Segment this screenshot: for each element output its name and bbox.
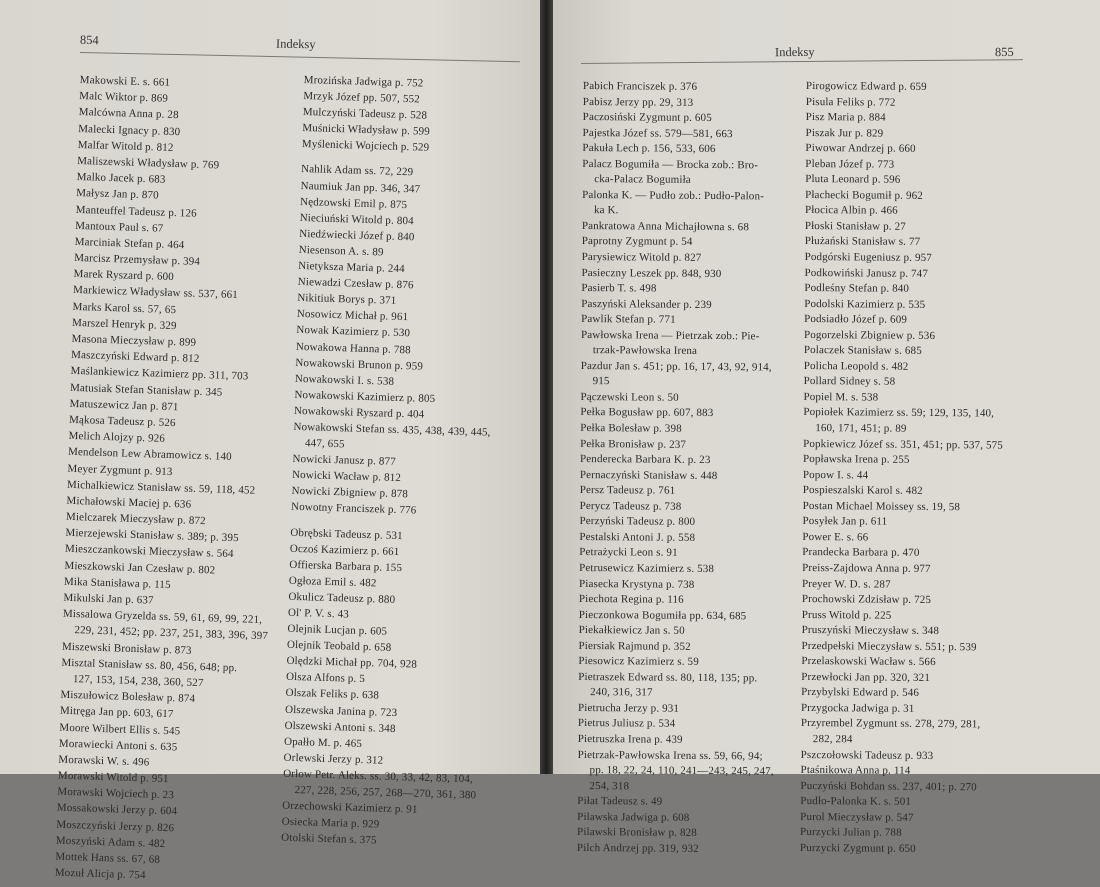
index-entry: Piwowar Andrzej p. 660 [805,142,916,156]
index-entry: Piersiak Rajmund p. 352 [578,639,691,653]
index-entry: Nowak Kazimierz p. 530 [296,324,411,340]
index-entry: Offierska Barbara p. 155 [289,558,403,574]
index-entry: Mulczyński Tadeusz p. 528 [302,106,428,122]
index-entry: Postan Michael Moissey ss. 19, 58 [802,499,961,513]
index-entry: Mrozińska Jadwiga p. 752 [303,73,424,90]
index-entry: Niewadzi Czesław p. 876 [297,276,414,292]
index-entry: Nowakowski Kazimierz p. 805 [294,388,436,405]
index-entry: Okulicz Tadeusz p. 880 [288,590,396,606]
index-entry: Prochowski Zdzisław p. 725 [801,593,932,607]
index-column-left-1 [55,72,286,887]
index-entry: Moszczyński Jerzy p. 826 [56,818,175,834]
index-entry: Morawski Wojciech p. 23 [57,785,175,802]
index-entry: Pabich Franciszek p. 376 [582,79,698,93]
index-entry: Pospieszalski Karol s. 482 [802,484,923,498]
index-entry: Niedźwiecki Józef p. 840 [299,227,415,244]
index-entry: Pisz Maria p. 884 [805,111,886,124]
index-entry: Nietyksza Maria p. 244 [298,259,405,276]
index-entry: Pietraszek Edward ss. 80, 118, 135; pp. [578,670,758,685]
index-entry: Nowakowski Brunon p. 959 [295,356,424,373]
index-entry: 227, 228, 256, 257, 268—270, 361, 380 [294,784,477,802]
index-entry: Meyer Zygmunt p. 913 [67,462,173,478]
index-entry: Pluta Leonard p. 596 [805,173,901,187]
index-entry: Power E. s. 66 [802,530,869,544]
index-entry: Ptaśnikowa Anna p. 114 [800,764,911,777]
index-entry: 447, 655 [304,437,345,451]
index-entry: Penderecka Barbara K. p. 23 [579,453,711,467]
index-entry: Płocica Albin p. 466 [804,204,898,218]
index-column-right-1 [577,79,779,858]
index-entry: Płoski Stanisław p. 27 [804,219,906,233]
index-entry: Olejnik Teobald p. 658 [286,638,392,655]
index-entry: Nowakowa Hanna p. 788 [295,340,411,356]
index-entry: Pakuła Lech p. 156, 533, 606 [582,142,716,156]
index-entry: Pisula Feliks p. 772 [805,95,896,109]
index-entry: Nowotny Franciszek p. 776 [290,501,417,517]
index-entry: Pestalski Antoni J. p. 558 [579,530,696,544]
index-entry: Prandecka Barbara p. 470 [802,546,920,560]
index-entry: Perycz Tadeusz p. 738 [579,499,682,513]
index-entry: Mąkosa Tadeusz p. 526 [68,413,176,430]
index-entry: Petrażycki Leon s. 91 [579,546,678,560]
index-entry: Michałowski Maciej p. 636 [66,494,192,511]
index-entry: Pawłowska Irena — Pietrzak zob.: Pie- [580,328,760,343]
index-entry: Przewłocki Jan pp. 320, 321 [801,670,931,684]
right-page [553,0,1100,855]
index-entry: Pasieczny Leszek pp. 848, 930 [581,266,722,280]
index-entry: Płużański Stanisław s. 77 [804,235,921,249]
index-entry: Nowicki Wacław p. 812 [291,469,402,485]
index-entry: Pajestka Józef ss. 579—581, 663 [582,126,733,140]
index-entry: Paprotny Zygmunt p. 54 [581,235,693,249]
header-rule [80,52,520,62]
page-number: 854 [79,32,99,48]
index-entry: Pleban Józef p. 773 [805,157,895,171]
index-entry: Polaczek Stanisław s. 685 [803,344,922,358]
index-entry: Olszewski Antoni s. 348 [284,719,396,735]
index-entry: Preyer W. D. s. 287 [801,577,891,591]
index-entry: Obrębski Tadeusz p. 531 [290,526,403,542]
index-entry: Nowicki Janusz p. 877 [292,452,397,469]
index-entry: Malko Jacek p. 683 [76,171,166,186]
index-entry: Melich Alojzy p. 926 [68,429,166,445]
index-entry: Pasierb T. s. 498 [581,282,657,295]
index-entry: Makowski E. s. 661 [79,73,171,89]
index-entry: 160, 171, 451; p. 89 [815,422,907,435]
index-entry: Mierzejewski Stanisław s. 389; p. 395 [65,527,239,545]
index-entry: Nędzowski Emil p. 875 [299,195,408,211]
running-head: Indeksy [275,36,316,52]
index-entry: Mieszkowski Jan Czesław p. 802 [64,559,216,577]
index-entry: Purzycki Zygmunt p. 650 [799,841,916,855]
index-entry: Podkowiński Janusz p. 747 [804,266,929,280]
index-entry: Nahlik Adam ss. 72, 229 [300,163,414,179]
index-entry: Mieszczankowski Mieczysław s. 564 [64,543,234,561]
index-entry: Muśnicki Władysław p. 599 [302,122,431,139]
index-entry: Purzycki Julian p. 788 [800,826,902,840]
index-entry: Maszczyński Edward p. 812 [70,349,200,366]
index-entry: Pollard Sidney s. 58 [803,375,896,389]
index-entry: Marks Karol ss. 57, 65 [72,300,177,316]
index-entry: 240, 316, 317 [590,686,653,699]
index-entry: Pankratowa Anna Michajłowna s. 68 [581,219,750,234]
index-entry: Pełka Bolesław p. 398 [580,422,682,435]
index-entry: Oczoś Kazimierz p. 661 [289,542,400,558]
index-entry: Osiecka Maria p. 929 [281,815,380,831]
index-entry: Podsiadło Józef p. 609 [804,313,908,327]
index-entry: Misztal Stanisław ss. 80, 456, 648; pp. [61,656,238,674]
index-entry: Ol' P. V. s. 43 [287,606,350,621]
index-entry: Nosowicz Michał p. 961 [296,308,409,324]
index-entry: Malfar Witold p. 812 [77,138,174,154]
index-entry: Petrusewicz Kazimierz s. 538 [579,561,715,575]
index-entry: Ogłoza Emil s. 482 [288,574,377,590]
index-entry: Michalkiewicz Stanisław ss. 59, 118, 452 [66,478,256,497]
index-entry: Orzechowski Kazimierz p. 91 [282,799,418,816]
index-entry: Nowakowski I. s. 538 [294,372,395,388]
index-entry: Masona Mieczysław p. 899 [71,332,197,349]
index-entry: Piasecka Krystyna p. 738 [578,577,695,591]
index-entry: Naumiuk Jan pp. 346, 347 [300,179,421,196]
index-entry: Pieczonkowa Bogumiła pp. 634, 685 [578,608,747,622]
index-entry: Nowakowski Stefan ss. 435, 438, 439, 445, [293,420,491,439]
page-number: 855 [994,44,1014,60]
index-entry: Podgórski Eugeniusz p. 957 [804,251,932,265]
index-entry: Miszułowicz Bolesław p. 874 [60,688,196,706]
index-entry: Malcówna Anna p. 28 [78,106,179,122]
index-entry: Morawski W. s. 496 [58,753,150,769]
index-entry: Markiewicz Władysław ss. 537, 661 [72,284,239,302]
index-entry: Otolski Stefan s. 375 [281,831,377,847]
index-entry: Nikitiuk Borys p. 371 [297,292,397,308]
index-entry: Paszyński Aleksander p. 239 [581,297,712,311]
index-entry: Pirogowicz Edward p. 659 [805,79,927,93]
index-entry: Pazdur Jan s. 451; pp. 16, 17, 43, 92, 914, [580,359,772,374]
index-entry: Pełka Bronisław p. 237 [580,437,687,451]
index-entry: Marek Ryszard p. 600 [73,268,175,284]
index-entry: Piechota Regina p. 116 [578,593,684,606]
index-entry: Marcisz Przemysław p. 394 [73,251,201,268]
index-entry: Pilawski Bronisław p. 828 [577,826,698,840]
index-entry: Mozuł Alicja p. 754 [54,866,146,882]
index-entry: Nieciuński Witold p. 804 [299,211,414,228]
index-entry: Pietrus Juliusz p. 534 [577,717,676,731]
index-entry: Piszak Jur p. 829 [805,126,884,140]
index-entry: Perzyński Tadeusz p. 800 [579,515,696,529]
index-entry: 915 [592,375,610,388]
index-entry: Mrzyk Józef pp. 507, 552 [303,90,421,106]
index-entry: Pruss Witold p. 225 [801,608,892,622]
book-gutter [540,0,553,774]
index-entry: 229, 231, 452; pp. 237, 251, 383, 396, 397 [74,624,269,643]
index-entry: Pilch Andrzej pp. 319, 932 [576,841,699,855]
index-entry: Persz Tadeusz p. 761 [579,484,676,497]
index-entry: Przedpełski Mieczysław s. 551; p. 539 [801,639,977,654]
index-entry: Podleśny Stefan p. 840 [804,282,910,295]
index-entry: Parysiewicz Witold p. 827 [581,251,702,264]
index-entry: Popiołek Kazimierz ss. 59; 129, 135, 140, [803,406,995,420]
index-entry: 282, 284 [812,733,853,746]
index-entry: Pączewski Leon s. 50 [580,390,679,404]
index-entry: Mikulski Jan p. 637 [63,591,154,607]
index-entry: Olszak Feliks p. 638 [285,687,380,702]
index-entry: Nowakowski Ryszard p. 404 [293,404,425,421]
index-entry: Mossakowski Jerzy p. 604 [56,802,178,818]
index-entry: Moszyński Adam s. 482 [55,834,166,850]
index-entry: Piesowicz Kazimierz s. 59 [578,655,699,669]
index-entry: Przygocka Jadwiga p. 31 [801,701,915,715]
index-entry: 254, 318 [589,779,630,792]
index-entry: Przybylski Edward p. 546 [801,686,920,700]
index-entry: Marszel Henryk p. 329 [71,316,177,332]
index-entry: Matusiak Stefan Stanisław p. 345 [69,381,223,399]
index-entry: Maliszewski Władysław p. 769 [77,154,220,172]
index-entry: Piłat Tadeusz s. 49 [577,795,663,808]
index-entry: Policha Leopold s. 482 [803,359,909,373]
index-entry: Olejnik Lucjan p. 605 [287,622,388,638]
index-entry: Mielczarek Mieczysław p. 872 [65,510,206,528]
index-entry: Morawski Witold p. 951 [57,769,169,786]
index-entry: trzak-Pawłowska Irena [592,344,698,358]
index-entry: pp. 18, 22, 24, 110, 241—243, 245, 247, [589,764,774,778]
index-entry: Olsza Alfons p. 5 [285,671,366,686]
index-entry: Pruszyński Mieczysław s. 348 [801,624,940,638]
index-entry: Miszewski Bronisław p. 873 [61,640,192,657]
index-entry: Olszewska Janina p. 723 [284,703,398,719]
index-entry: Moore Wilbert Ellis s. 545 [59,721,181,737]
index-entry: Mottek Hans ss. 67, 68 [55,850,161,866]
index-column-left-2 [281,72,501,852]
index-entry: Palacz Bogumiła — Brocka zob.: Bro- [582,157,759,172]
index-entry: Mantoux Paul s. 67 [74,219,164,235]
index-entry: Piekałkiewicz Jan s. 50 [578,624,685,637]
index-entry: Manteuffel Tadeusz p. 126 [75,203,197,220]
index-entry: Pełka Bogusław pp. 607, 883 [580,406,714,420]
running-head: Indeksy [774,44,815,60]
index-entry: Mitręga Jan pp. 603, 617 [59,705,174,721]
index-entry: Mika Stanisława p. 115 [63,575,171,591]
index-entry: Niesenson A. s. 89 [298,243,384,259]
index-entry: Pernaczyński Stanisław s. 448 [579,468,718,482]
index-entry: Palonka K. — Pudło zob.: Pudło-Palon- [582,188,764,203]
index-entry: Mendelson Lew Abramowicz s. 140 [67,446,232,464]
index-column-right-2 [800,79,1006,858]
index-entry: Marciniak Stefan p. 464 [74,235,185,252]
index-entry: Puczyński Bohdan ss. 237, 401; p. 270 [800,779,977,793]
index-entry: Purol Mieczysław p. 547 [800,810,914,824]
index-entry: Posyłek Jan p. 611 [802,515,888,528]
index-entry: Orłow Petr. Aleks. ss. 30, 33, 42, 83, 104, [282,767,474,786]
index-entry: Pietruszka Irena p. 439 [577,732,683,746]
index-entry: ka K. [593,204,619,217]
index-entry: Pogorzelski Zbigniew p. 536 [803,328,936,342]
index-entry: Morawiecki Antoni s. 635 [58,737,178,754]
index-entry: Pabisz Jerzy pp. 29, 313 [582,95,694,109]
index-entry: Przyrembel Zygmunt ss. 278, 279, 281, [800,717,981,731]
index-entry: Paczosiński Zygmunt p. 605 [582,111,712,125]
index-entry: Pszczołowski Tadeusz p. 933 [800,748,934,762]
index-entry: Maślankiewicz Kazimierz pp. 311, 703 [70,365,249,383]
index-entry: Matuszewicz Jan p. 871 [69,397,179,414]
index-entry: Pilawska Jadwiga p. 608 [577,810,690,824]
index-entry: Popow I. s. 44 [802,468,869,482]
index-entry: Małysz Jan p. 870 [76,187,159,202]
index-entry: Myślenicki Wojciech p. 529 [301,138,430,155]
index-entry: Orlewski Jerzy p. 312 [283,751,384,767]
index-entry: Podolski Kazimierz p. 535 [804,297,926,311]
index-entry: Pudło-Palonka K. s. 501 [800,795,912,809]
index-entry: Popławska Irena p. 255 [802,453,910,466]
index-entry: Nowicki Zbigniew p. 878 [291,485,409,501]
index-entry: Popiel M. s. 538 [803,390,879,404]
index-entry: Olędzki Michał pp. 704, 928 [286,655,418,671]
left-page [0,0,540,882]
index-entry: Preiss-Zajdowa Anna p. 977 [802,561,931,575]
index-entry: Przelaskowski Wacław s. 566 [801,655,936,669]
index-entry: Missalowa Gryzelda ss. 59, 61, 69, 99, 221, [62,607,263,627]
index-entry: Popkiewicz Józef ss. 351, 451; pp. 537, 575 [803,437,1004,452]
index-entry: Pietrucha Jerzy p. 931 [578,701,680,715]
index-entry: Malc Wiktor p. 869 [79,90,169,105]
index-entry: 127, 153, 154, 238, 360, 527 [72,673,204,690]
index-entry: Pietrzak-Pawłowska Irena ss. 59, 66, 94; [577,748,763,762]
index-entry: Malecki Ignacy p. 830 [78,122,181,138]
index-entry: cka-Palacz Bogumiła [594,173,691,187]
index-entry: Pawlik Stefan p. 771 [581,313,676,326]
index-entry: Płachecki Bogumił p. 962 [805,188,924,202]
index-entry: Opałło M. p. 465 [283,735,363,750]
